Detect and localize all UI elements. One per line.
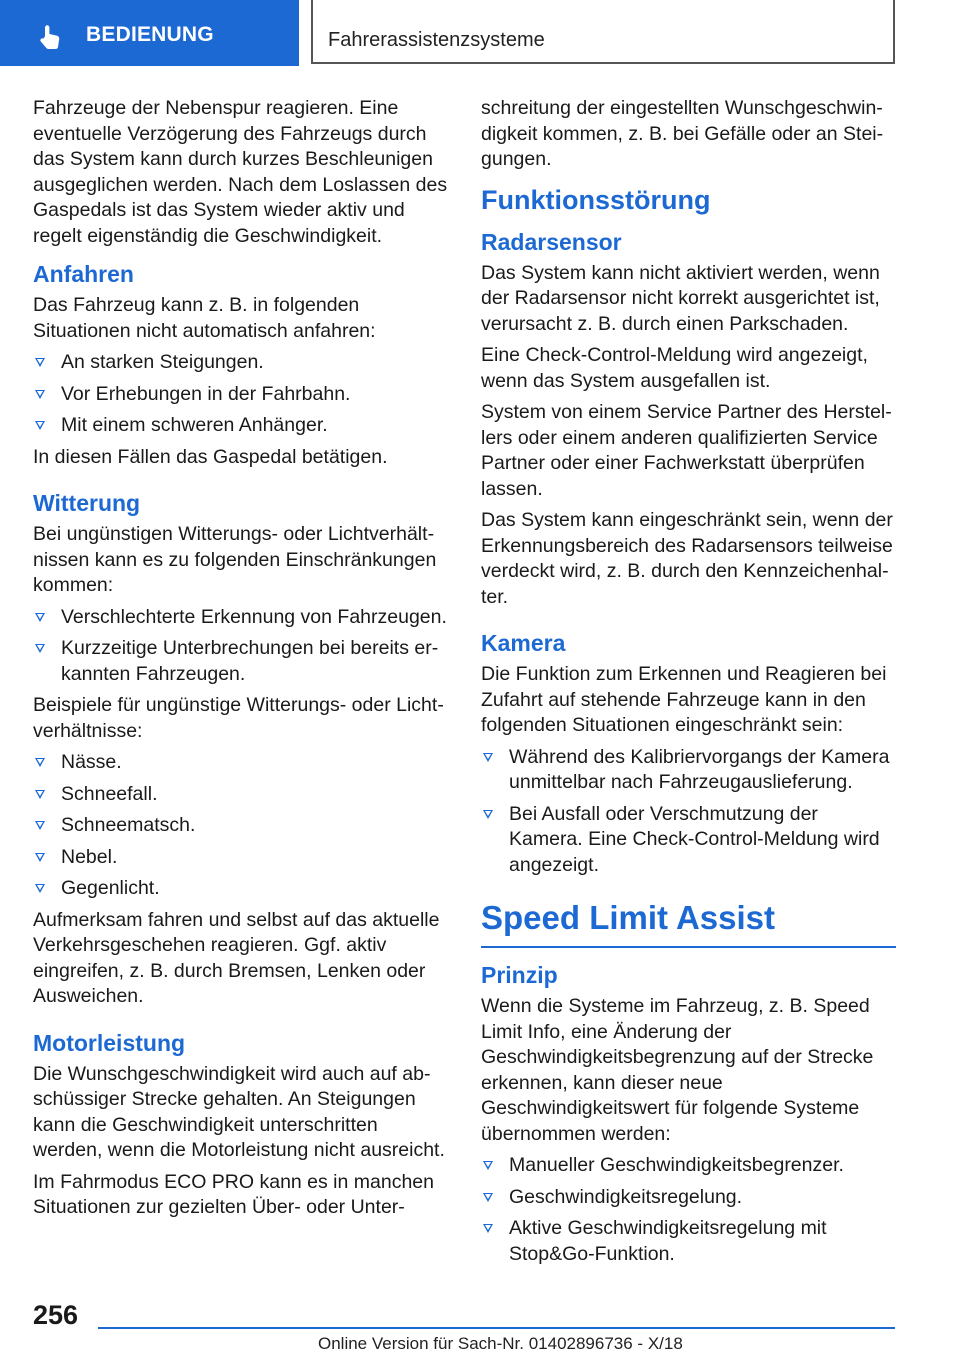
radar-p3: System von einem Service Partner des Herstellers oder einem anderen qualifizierten Service Partner oder einer Fachwerkstatt überprüfen lassen. — [481, 401, 892, 500]
radar-p2: Eine Check-Control-Meldung wird angezeigt, wenn das System ausgefallen ist. — [481, 344, 868, 392]
anfahren-after: In diesen Fällen das Gaspedal betätigen. — [33, 445, 388, 468]
witterung-list2 — [33, 750, 448, 902]
list-item: Verschlechterte Erkennung von Fahrzeugen. — [33, 605, 448, 631]
witterung-text: Bei ungünstigen Witterungs- oder Lichtverhältnissen kann es zu folgenden Einschränkungen kommen: — [33, 523, 437, 596]
heading-witterung: Witterung — [33, 490, 141, 516]
motorleistung-text2: Im Fahrmodus ECO PRO kann es in manchen Situationen zur gezielten Über- oder Unter- — [33, 1170, 434, 1218]
list-item: Vor Erhebungen in der Fahrbahn. — [33, 382, 448, 408]
heading-speed-limit-assist: Speed Limit Assist — [481, 896, 896, 948]
triangle-bullet-icon — [35, 358, 45, 367]
heading-funktionsstoerung: Funktionsstörung — [481, 184, 711, 215]
list-item: Manueller Geschwindigkeitsbegrenzer. — [481, 1153, 896, 1179]
section-title: Fahrerassistenzsysteme — [328, 29, 545, 51]
list-item: Nebel. — [33, 845, 448, 871]
list-item: Bei Ausfall oder Verschmutzung der Kamera. Eine Check-Control-Meldung wird angezeigt. — [481, 802, 896, 879]
heading-kamera: Kamera — [481, 630, 566, 656]
radar-p1: Das System kann nicht aktiviert werden, wenn der Radarsensor nicht korrekt ausgerichtet ist, verursacht z. B. durch einen Parkschaden. — [481, 261, 880, 335]
list-item: Mit einem schweren Anhänger. — [33, 413, 448, 439]
motorleistung-text: Die Wunschgeschwindigkeit wird auch auf abschüssiger Strecke gehalten. An Steigungen kann die Geschwindigkeit unterschritten werden, wenn die Motorleistung nicht ausreicht. — [33, 1062, 445, 1161]
page-number: 256 — [33, 1300, 79, 1330]
triangle-bullet-icon — [483, 1224, 493, 1233]
heading-prinzip: Prinzip — [481, 962, 558, 988]
witterung-text2: Beispiele für ungünstige Witterungs- oder Lichtverhältnisse: — [33, 694, 444, 742]
tab-fahrerassistenzsysteme[interactable] — [311, 0, 895, 64]
triangle-bullet-icon — [35, 884, 45, 893]
list-item: Nässe. — [33, 750, 448, 776]
list-item: Kurzzeitige Unterbrechungen bei bereits erkannten Fahrzeugen. — [33, 636, 448, 687]
triangle-bullet-icon — [35, 821, 45, 830]
footer-divider — [98, 1327, 895, 1329]
triangle-bullet-icon — [483, 753, 493, 762]
witterung-after: Aufmerksam fahren und selbst auf das aktuelle Verkehrsgeschehen reagieren. Ggf. aktiv eingreifen, z. B. durch Bremsen, Lenken oder Ausweichen. — [33, 908, 440, 1007]
intro-paragraph: Fahrzeuge der Nebenspur reagieren. Eine eventuelle Verzögerung des Fahrzeugs durch das System kann durch kurzes Beschleunigen ausgeglichen werden. Nach dem Loslassen des Gaspedals ist das System wieder aktiv und regelt eigenständig die Geschwindigkeit. — [33, 97, 448, 247]
online-version-note: Online Version für Sach-Nr. 01402896736 - X/18 — [318, 1334, 683, 1353]
list-item: Geschwindigkeitsregelung. — [481, 1185, 896, 1211]
triangle-bullet-icon — [35, 758, 45, 767]
list-item: An starken Steigungen. — [33, 350, 448, 376]
list-item: Gegenlicht. — [33, 876, 448, 902]
heading-radarsensor: Radarsensor — [481, 228, 622, 255]
triangle-bullet-icon — [35, 390, 45, 399]
heading-anfahren: Anfahren — [33, 261, 134, 287]
left-column — [33, 96, 448, 1227]
witterung-list — [33, 605, 448, 688]
prinzip-text: Wenn die Systeme im Fahrzeug, z. B. Speed Limit Info, eine Änderung der Geschwindigkeitsbegrenzung auf der Strecke erkennen, kann dieser neue Geschwindigkeitswert für folgende Systeme übernommen werden: — [481, 995, 874, 1145]
triangle-bullet-icon — [35, 790, 45, 799]
triangle-bullet-icon — [35, 853, 45, 862]
anfahren-text: Das Fahrzeug kann z. B. in folgenden Situationen nicht automatisch anfahren: — [33, 294, 376, 342]
heading-motorleistung: Motorleistung — [33, 1029, 186, 1056]
list-item: Schneefall. — [33, 782, 448, 808]
list-item: Aktive Geschwindigkeitsregelung mit Stop&Go-Funktion. — [481, 1216, 896, 1267]
tab-bedienung-label: BEDIENUNG — [86, 23, 214, 46]
radar-p4: Das System kann eingeschränkt sein, wenn der Erkennungsbereich des Radarsensors teilweise verdeckt wird, z. B. durch den Kennzeichenhalter. — [481, 509, 893, 608]
triangle-bullet-icon — [35, 613, 45, 622]
anfahren-list — [33, 350, 448, 439]
triangle-bullet-icon — [483, 1161, 493, 1170]
kamera-text: Die Funktion zum Erkennen und Reagieren bei Zufahrt auf stehende Fahrzeuge kann in den folgenden Situationen eingeschränkt sein: — [481, 663, 887, 736]
hand-pointer-icon — [36, 22, 66, 52]
right-intro-paragraph: schreitung der eingestellten Wunschgeschwindigkeit kommen, z. B. bei Gefälle oder an Steigungen. — [481, 97, 884, 170]
kamera-list — [481, 745, 896, 879]
right-column — [481, 96, 896, 1273]
tab-bedienung[interactable] — [0, 0, 299, 66]
prinzip-list — [481, 1153, 896, 1267]
list-item: Schneematsch. — [33, 813, 448, 839]
triangle-bullet-icon — [483, 810, 493, 819]
page-header — [0, 0, 960, 66]
triangle-bullet-icon — [35, 644, 45, 653]
triangle-bullet-icon — [35, 421, 45, 430]
triangle-bullet-icon — [483, 1193, 493, 1202]
list-item: Während des Kalibriervorgangs der Kamera unmittelbar nach Fahrzeugauslieferung. — [481, 745, 896, 796]
